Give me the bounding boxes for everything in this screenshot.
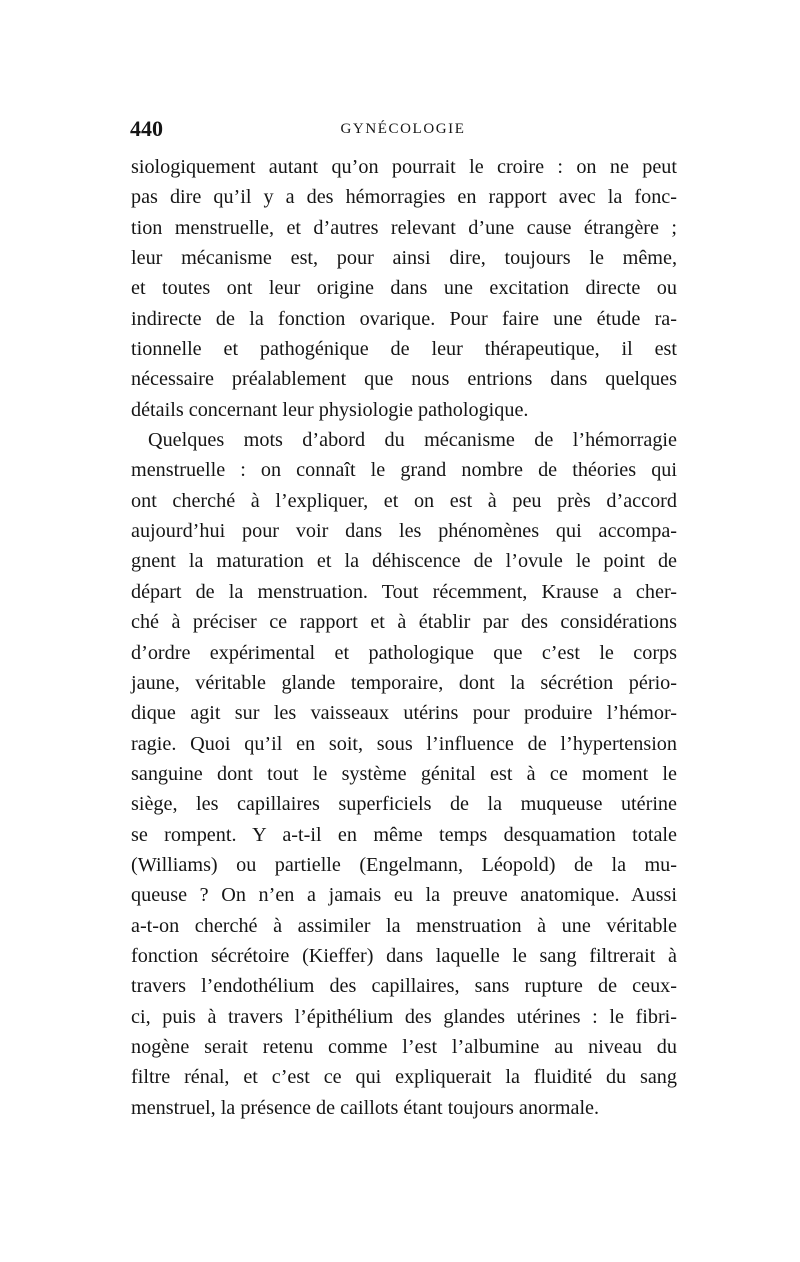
- text-line: sanguine dont tout le système génital est à ce moment le: [131, 762, 677, 785]
- page-header: [130, 116, 676, 142]
- text-line: dique agit sur les vaisseaux utérins pour produire l’hémor-: [131, 702, 677, 725]
- page-number: 440: [130, 116, 163, 141]
- text-line: pas dire qu’il y a des hémorragies en rapport avec la fonc-: [131, 186, 677, 209]
- text-line: menstruelle : on connaît le grand nombre de théories qui: [131, 459, 677, 482]
- text-line: et toutes ont leur origine dans une excitation directe ou: [131, 277, 677, 300]
- text-line: leur mécanisme est, pour ainsi dire, toujours le même,: [131, 247, 677, 270]
- paragraph-first-line: Quelques mots d’abord du mécanisme de l’hémorragie: [148, 429, 677, 452]
- text-line: siologiquement autant qu’on pourrait le croire : on ne peut: [131, 156, 677, 178]
- running-title: GYNÉCOLOGIE: [340, 121, 466, 137]
- text-line: menstruel, la présence de caillots étant toujours anormale.: [131, 1096, 600, 1119]
- text-line: ragie. Quoi qu’il en soit, sous l’influence de l’hypertension: [131, 732, 677, 755]
- text-line: départ de la menstruation. Tout récemment, Krause a cher-: [131, 580, 677, 603]
- text-line: tionnelle et pathogénique de leur thérapeutique, il est: [131, 338, 677, 361]
- text-line: ci, puis à travers l’épithélium des glandes utérines : le fibri-: [131, 1005, 677, 1028]
- text-line: fonction sécrétoire (Kieffer) dans laquelle le sang filtrerait à: [131, 944, 677, 967]
- text-line: siège, les capillaires superficiels de la muqueuse utérine: [131, 793, 677, 816]
- text-line: aujourd’hui pour voir dans les phénomènes qui accompa-: [131, 520, 677, 543]
- text-line: ché à préciser ce rapport et à établir par des considérations: [131, 611, 677, 634]
- text-line: gnent la maturation et la déhiscence de l’ovule le point de: [131, 550, 677, 573]
- text-line: a-t-on cherché à assimiler la menstruation à une véritable: [131, 914, 677, 937]
- text-line: détails concernant leur physiologie pathologique.: [131, 398, 529, 421]
- text-line: filtre rénal, et c’est ce qui expliquerait la fluidité du sang: [131, 1066, 677, 1089]
- text-line: nécessaire préalablement que nous entrions dans quelques: [131, 368, 677, 391]
- text-line: indirecte de la fonction ovarique. Pour faire une étude ra-: [131, 307, 677, 330]
- text-line: tion menstruelle, et d’autres relevant d’une cause étrangère ;: [131, 216, 677, 239]
- body-text: [131, 152, 677, 1123]
- text-line: travers l’endothélium des capillaires, sans rupture de ceux-: [131, 975, 677, 998]
- text-line: se rompent. Y a-t-il en même temps desquamation totale: [131, 823, 677, 846]
- text-line: queuse ? On n’en a jamais eu la preuve anatomique. Aussi: [131, 884, 677, 907]
- text-line: ont cherché à l’expliquer, et on est à peu près d’accord: [131, 489, 677, 512]
- text-line: jaune, véritable glande temporaire, dont la sécrétion pério-: [131, 671, 677, 694]
- text-line: nogène serait retenu comme l’est l’albumine au niveau du: [131, 1035, 677, 1058]
- text-line: (Williams) ou partielle (Engelmann, Léopold) de la mu-: [131, 853, 677, 876]
- text-line: d’ordre expérimental et pathologique que c’est le corps: [131, 641, 677, 664]
